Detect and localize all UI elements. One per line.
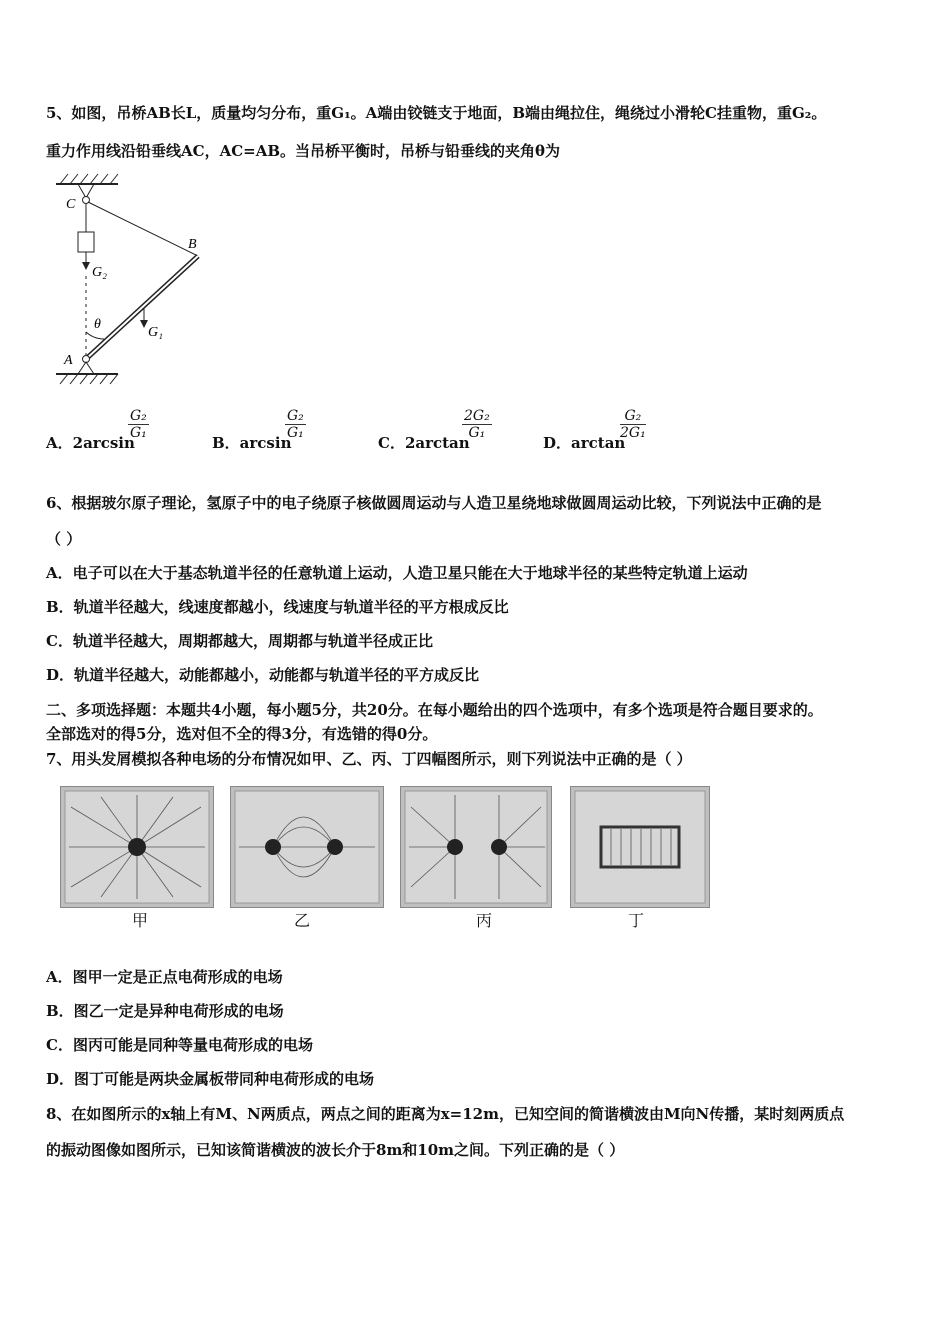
q7-option-a: A．图甲一定是正点电荷形成的电场 [46,968,283,986]
q5-option-c-fraction [462,408,492,441]
photo-ding-drawing [571,787,709,907]
photo-ding [570,786,710,908]
q5-option-b-num: G₂ [287,408,304,424]
label-yi: 乙 [294,911,311,930]
label-theta: θ [94,317,101,332]
q5-option-b-prefix: B．arcsin [212,434,292,452]
q5-option-c-prefix: C．2arctan [378,434,470,452]
q5-option-d-fraction [620,408,646,441]
q7-option-d: D．图丁可能是两块金属板带同种电荷形成的电场 [46,1070,375,1088]
q6-option-d: D．轨道半径越大，动能都越小，动能都与轨道半径的平方成反比 [46,666,480,684]
label-bing: 丙 [476,911,493,930]
drawbridge-figure [48,172,218,387]
q5-line2: 重力作用线沿铅垂线AC，AC=AB。当吊桥平衡时，吊桥与铅垂线的夹角θ为 [46,142,561,160]
q5-option-a-fraction [128,408,149,441]
photo-yi-drawing [231,787,383,907]
label-jia: 甲 [132,911,149,930]
q6-blank: （ ） [46,530,82,548]
label-b: B [188,237,197,252]
q5-option-d-den: 2G₁ [620,425,646,441]
photo-jia [60,786,214,908]
photo-bing-drawing [401,787,551,907]
photo-bing [400,786,552,908]
q5-option-c-den: G₁ [468,425,486,441]
section2-line2: 全部选对的得5分，选对但不全的得3分，有选错的得0分。 [46,725,438,743]
q5-option-d-num: G₂ [620,408,646,425]
label-ding: 丁 [628,911,645,930]
q6-option-a: A．电子可以在大于基态轨道半径的任意轨道上运动，人造卫星只能在大于地球半径的某些特定轨道上运动 [46,564,748,582]
q5-option-a-den: G₁ [130,425,147,441]
photo-yi [230,786,384,908]
label-g1: G₁ [148,325,163,340]
q5-option-c-num: 2G₂ [464,408,490,424]
q8-line1: 8、在如图所示的x轴上有M、N两质点，两点之间的距离为x=12m，已知空间的简谐横波由M向N传播，某时刻两质点 [46,1105,845,1123]
label-g2: G₂ [92,265,107,280]
q5-option-a-prefix: A．2arcsin [46,434,135,452]
q7-line1: 7、用头发屑模拟各种电场的分布情况如甲、乙、丙、丁四幅图所示，则下列说法中正确的是（ ） [46,750,692,768]
q7-option-c: C．图丙可能是同种等量电荷形成的电场 [46,1036,313,1054]
q8-line2: 的振动图像如图所示，已知该简谐横波的波长介于8m和10m之间。下列正确的是（ ） [46,1141,625,1159]
q6-option-c: C．轨道半径越大，周期都越大，周期都与轨道半径成正比 [46,632,433,650]
q5-option-d-prefix: D．arctan [543,434,626,452]
label-a: A [64,353,73,368]
label-c: C [66,197,76,212]
q7-option-b: B．图乙一定是异种电荷形成的电场 [46,1002,284,1020]
q6-option-b: B．轨道半径越大，线速度都越小，线速度与轨道半径的平方根成反比 [46,598,509,616]
q5-option-b-fraction [285,408,306,441]
q5-option-b-den: G₁ [287,425,304,441]
q5-option-a-num: G₂ [130,408,147,424]
q5-line1: 5、如图，吊桥AB长L，质量均匀分布，重G₁。A端由铰链支于地面，B端由绳拉住，绳绕过小滑轮C挂重物，重G₂。 [46,104,827,122]
photo-jia-drawing [61,787,213,907]
q6-line1: 6、根据玻尔原子理论，氢原子中的电子绕原子核做圆周运动与人造卫星绕地球做圆周运动比较，下列说法中正确的是 [46,494,822,512]
section2-line1: 二、多项选择题：本题共4小题，每小题5分，共20分。在每小题给出的四个选项中，有多个选项是符合题目要求的。 [46,701,823,719]
